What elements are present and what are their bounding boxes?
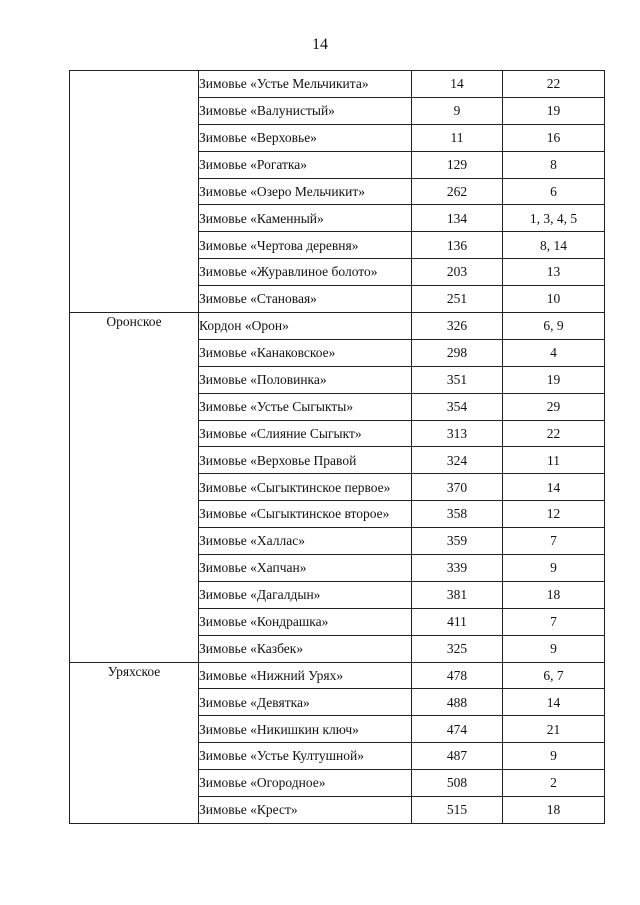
site-name: Зимовье «Казбек»	[199, 635, 412, 662]
site-name: Зимовье «Журавлиное болото»	[199, 259, 412, 286]
site-number: 411	[412, 608, 503, 635]
site-list: 18	[503, 581, 605, 608]
site-name: Зимовье «Устье Култушной»	[199, 743, 412, 770]
site-name: Зимовье «Сыгыктинское второе»	[199, 501, 412, 528]
site-number: 14	[412, 71, 503, 98]
site-list: 13	[503, 259, 605, 286]
site-number: 324	[412, 447, 503, 474]
site-number: 134	[412, 205, 503, 232]
site-number: 326	[412, 313, 503, 340]
site-number: 381	[412, 581, 503, 608]
site-name: Зимовье «Нижний Урях»	[199, 662, 412, 689]
site-number: 487	[412, 743, 503, 770]
site-number: 478	[412, 662, 503, 689]
site-list: 11	[503, 447, 605, 474]
site-number: 370	[412, 474, 503, 501]
site-number: 136	[412, 232, 503, 259]
site-list: 7	[503, 608, 605, 635]
site-list: 22	[503, 71, 605, 98]
site-list: 9	[503, 635, 605, 662]
site-name: Зимовье «Девятка»	[199, 689, 412, 716]
site-name: Зимовье «Сыгыктинское первое»	[199, 474, 412, 501]
site-number: 359	[412, 528, 503, 555]
site-name: Зимовье «Устье Сыгыкты»	[199, 393, 412, 420]
site-list: 4	[503, 339, 605, 366]
site-list: 18	[503, 797, 605, 824]
site-number: 488	[412, 689, 503, 716]
site-number: 339	[412, 555, 503, 582]
site-list: 6, 9	[503, 313, 605, 340]
site-list: 8	[503, 151, 605, 178]
site-list: 16	[503, 124, 605, 151]
site-number: 9	[412, 97, 503, 124]
site-name: Зимовье «Половинка»	[199, 366, 412, 393]
site-number: 325	[412, 635, 503, 662]
site-number: 508	[412, 770, 503, 797]
area-name: Уряхское	[107, 663, 161, 679]
site-number: 313	[412, 420, 503, 447]
site-number: 203	[412, 259, 503, 286]
site-list: 8, 14	[503, 232, 605, 259]
site-list: 21	[503, 716, 605, 743]
site-name: Зимовье «Кондрашка»	[199, 608, 412, 635]
site-number: 262	[412, 178, 503, 205]
site-name: Кордон «Орон»	[199, 313, 412, 340]
site-name: Зимовье «Становая»	[199, 286, 412, 313]
site-number: 515	[412, 797, 503, 824]
site-list: 19	[503, 97, 605, 124]
site-list: 22	[503, 420, 605, 447]
area-name: Оронское	[106, 314, 162, 330]
site-list: 9	[503, 555, 605, 582]
site-number: 298	[412, 339, 503, 366]
site-list: 29	[503, 393, 605, 420]
site-list: 14	[503, 689, 605, 716]
table-row	[70, 313, 605, 340]
site-name: Зимовье «Хапчан»	[199, 555, 412, 582]
site-list: 6, 7	[503, 662, 605, 689]
site-name: Зимовье «Рогатка»	[199, 151, 412, 178]
site-list: 9	[503, 743, 605, 770]
area-cell	[70, 313, 199, 663]
site-number: 11	[412, 124, 503, 151]
site-number: 358	[412, 501, 503, 528]
site-name: Зимовье «Устье Мельчикита»	[199, 71, 412, 98]
site-name: Зимовье «Слияние Сыгыкт»	[199, 420, 412, 447]
site-name: Зимовье «Халлас»	[199, 528, 412, 555]
site-name: Зимовье «Чертова деревня»	[199, 232, 412, 259]
site-list: 10	[503, 286, 605, 313]
document-table	[69, 70, 605, 824]
site-number: 474	[412, 716, 503, 743]
site-list: 14	[503, 474, 605, 501]
site-name: Зимовье «Крест»	[199, 797, 412, 824]
site-name: Зимовье «Огородное»	[199, 770, 412, 797]
area-cell	[70, 71, 199, 313]
site-number: 354	[412, 393, 503, 420]
site-list: 19	[503, 366, 605, 393]
site-number: 351	[412, 366, 503, 393]
site-list: 1, 3, 4, 5	[503, 205, 605, 232]
page-number: 14	[312, 36, 328, 53]
site-name: Зимовье «Дагалдын»	[199, 581, 412, 608]
site-list: 6	[503, 178, 605, 205]
site-name: Зимовье «Верховье Правой	[199, 447, 412, 474]
site-number: 129	[412, 151, 503, 178]
site-name: Зимовье «Верховье»	[199, 124, 412, 151]
table-body	[70, 71, 605, 824]
area-cell	[70, 662, 199, 823]
site-name: Зимовье «Никишкин ключ»	[199, 716, 412, 743]
site-list: 2	[503, 770, 605, 797]
site-name: Зимовье «Озеро Мельчикит»	[199, 178, 412, 205]
site-list: 7	[503, 528, 605, 555]
site-list: 12	[503, 501, 605, 528]
site-number: 251	[412, 286, 503, 313]
table-row	[70, 71, 605, 98]
table-row	[70, 662, 605, 689]
site-name: Зимовье «Каменный»	[199, 205, 412, 232]
site-name: Зимовье «Валунистый»	[199, 97, 412, 124]
site-name: Зимовье «Канаковское»	[199, 339, 412, 366]
